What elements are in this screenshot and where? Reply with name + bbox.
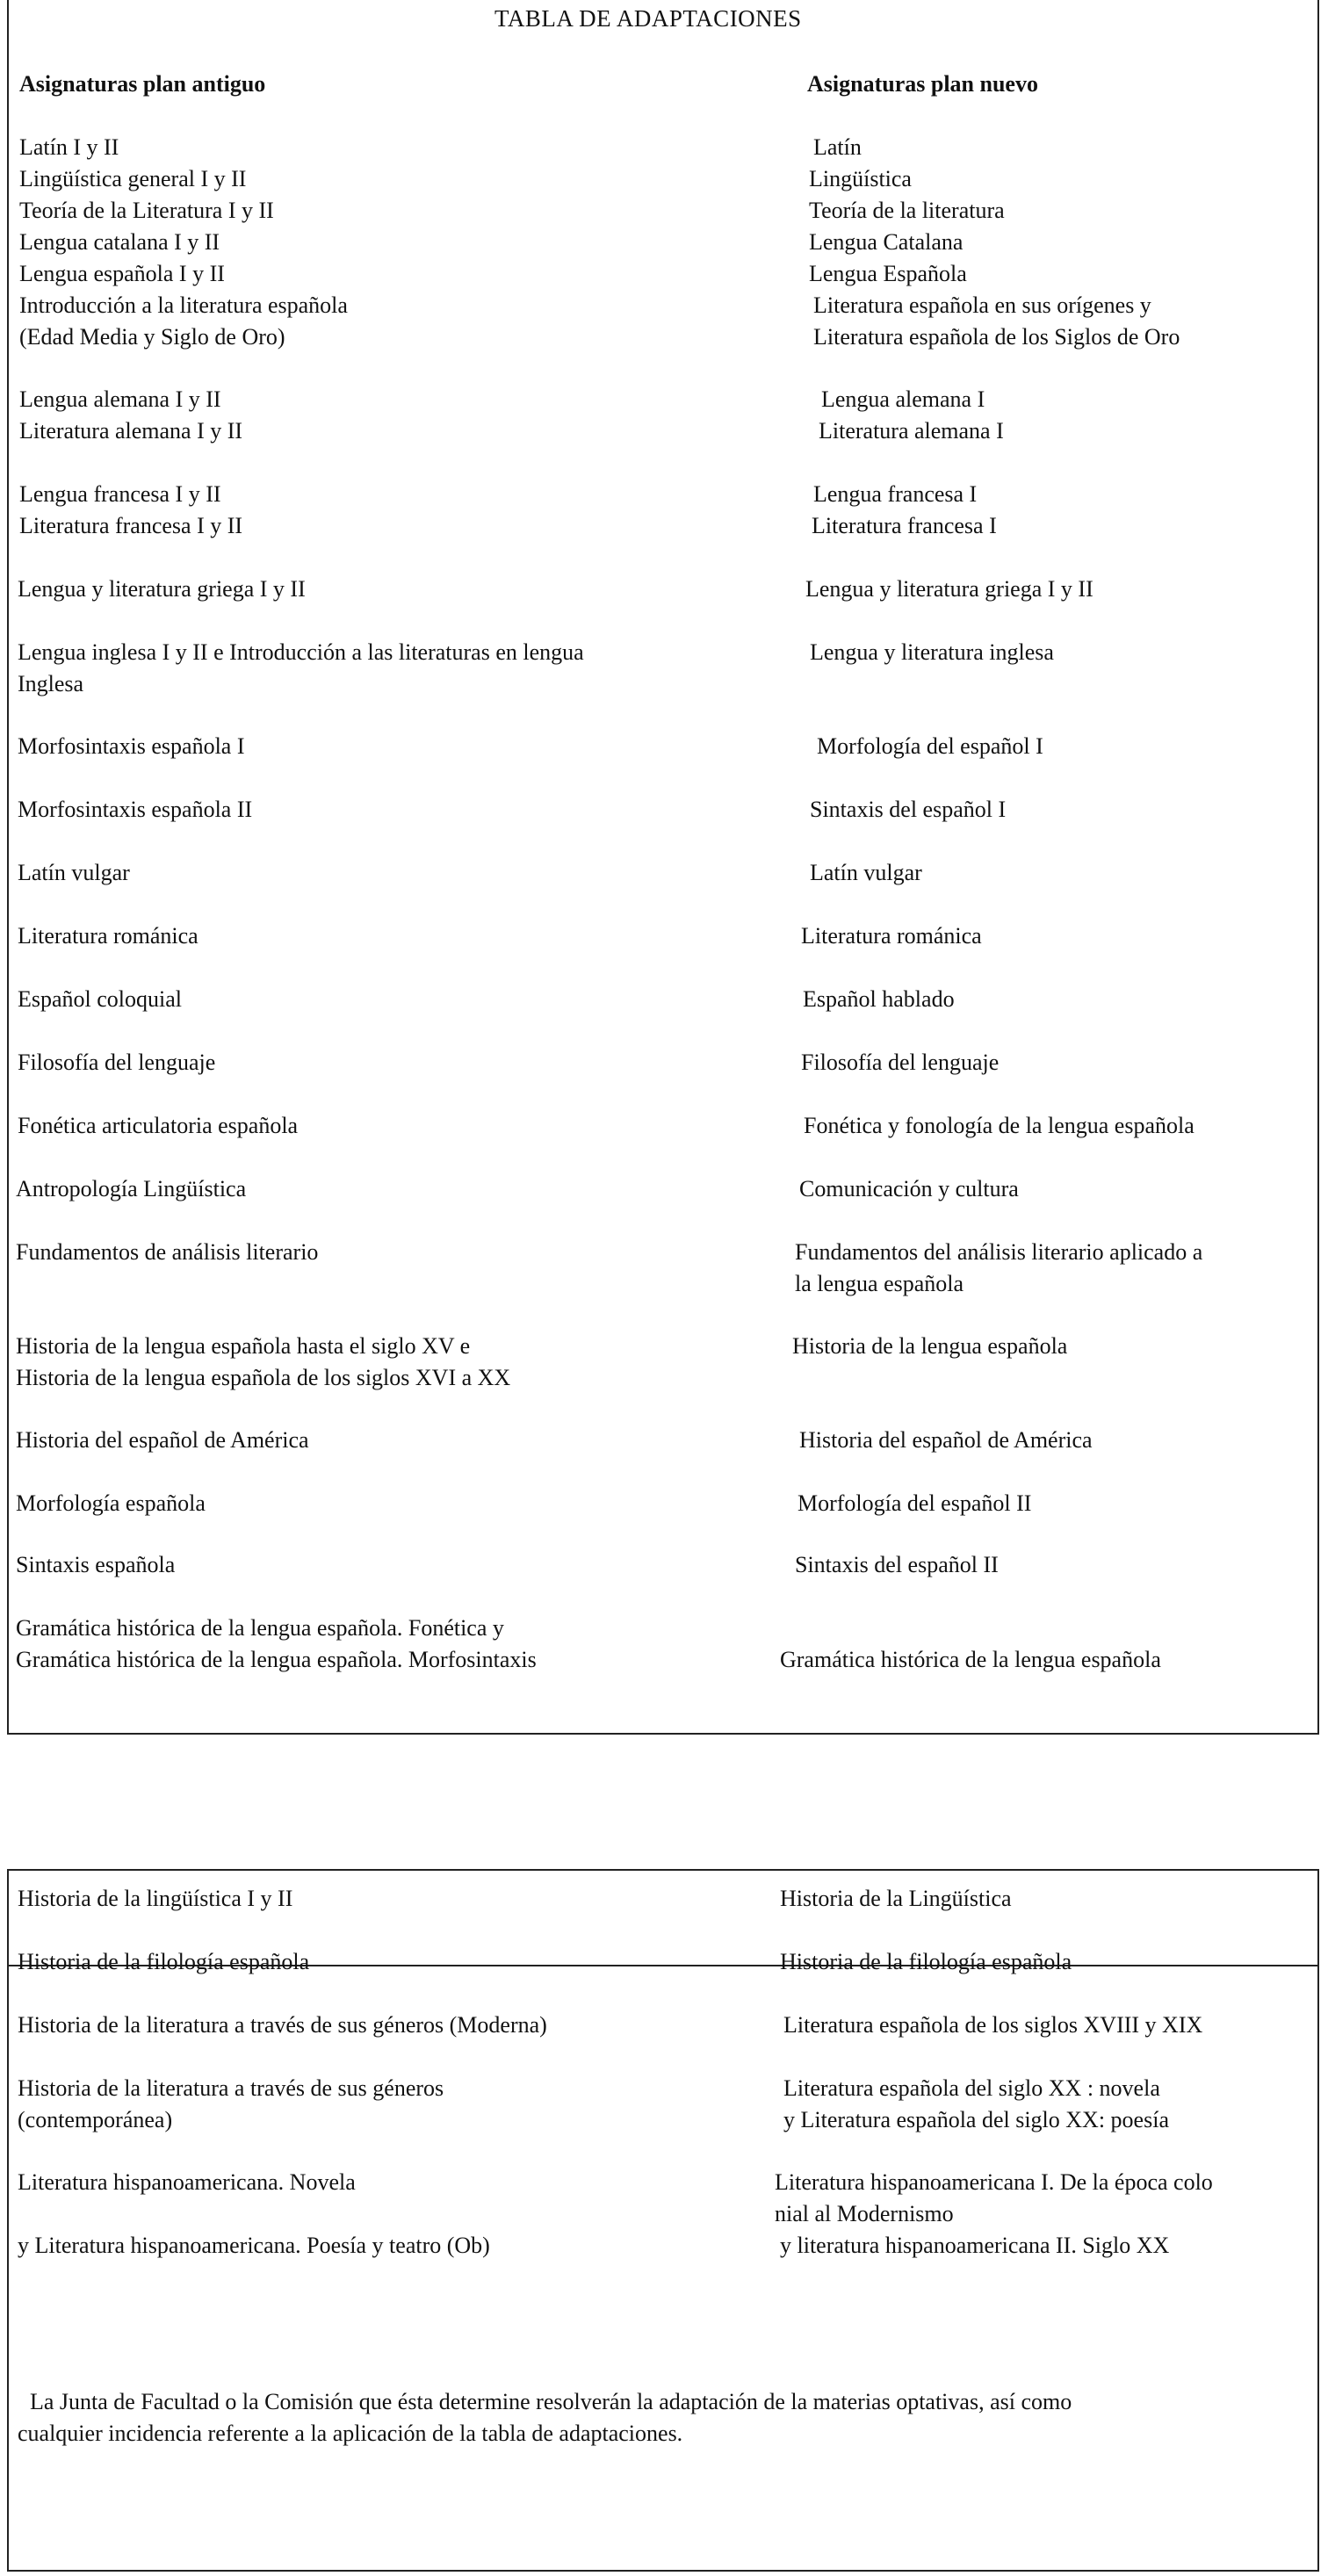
table-row-new: Fonética y fonología de la lengua española: [804, 1113, 1194, 1138]
table-row-new: Historia de la Lingüística: [780, 1886, 1012, 1911]
table-row-new: Morfología del español II: [798, 1490, 1032, 1516]
table-row-old: Literatura hispanoamericana. Novela: [18, 2169, 356, 2195]
table-row-old: Historia del español de América: [16, 1427, 309, 1453]
table-row-old-cont: Historia de la lengua española de los siglos XVI a XX: [16, 1365, 511, 1390]
table-row-new-cont: nial al Modernismo: [775, 2201, 954, 2226]
table-row-old: Lengua inglesa I y II e Introducción a las literaturas en lengua: [18, 639, 584, 665]
table-row-new: Latín vulgar: [810, 860, 922, 885]
table-row-old: Gramática histórica de la lengua española. Fonética y: [16, 1615, 504, 1641]
table-row-old: Español coloquial: [18, 986, 183, 1012]
table-row-new: Sintaxis del español I: [810, 797, 1007, 822]
table-row-new: Lengua Catalana: [809, 229, 964, 255]
table-row-old: Lengua francesa I y II: [19, 481, 221, 507]
table-row-new: Lengua francesa I: [813, 481, 978, 507]
table-row-old: Morfosintaxis española II: [18, 797, 253, 822]
table-row-new: y literatura hispanoamericana II. Siglo XX: [780, 2233, 1170, 2258]
table-row-old: Historia de la lingüística I y II: [18, 1886, 293, 1911]
table-row-new: Sintaxis del español II: [795, 1552, 999, 1577]
table-row-new: Literatura hispanoamericana I. De la época colo: [775, 2169, 1213, 2195]
table-row-old: Lengua alemana I y II: [19, 386, 221, 412]
table-row-new: Literatura española en sus orígenes y: [813, 292, 1151, 318]
table-row-new-cont: la lengua española: [795, 1271, 964, 1296]
table-row-old: Lengua catalana I y II: [19, 229, 220, 255]
table-row-old: Antropología Lingüística: [16, 1176, 247, 1201]
table-row-old-cont: (contemporánea): [18, 2107, 173, 2132]
table-row-old: Historia de la lengua española hasta el siglo XV e: [16, 1333, 471, 1359]
table-row-new: Literatura románica: [801, 923, 982, 949]
table-row-old: Morfología española: [16, 1490, 206, 1516]
table-row-new: Lengua alemana I: [821, 386, 985, 412]
table-row-new: Latín: [813, 134, 862, 160]
table-row-old: Fonética articulatoria española: [18, 1113, 299, 1138]
table-row-new: Historia de la lengua española: [792, 1333, 1068, 1359]
table-row-old-cont: Inglesa: [18, 671, 84, 696]
table-row-old: Latín I y II: [19, 134, 119, 160]
table-row-old: Lingüística general I y II: [19, 166, 247, 191]
table-row-new-cont: Literatura española de los Siglos de Oro: [813, 324, 1180, 350]
table-row-new: Fundamentos del análisis literario aplicado a: [795, 1239, 1203, 1265]
page-title: TABLA DE ADAPTACIONES: [494, 5, 802, 32]
header-new-plan: Asignaturas plan nuevo: [807, 71, 1038, 97]
table-row-old: Literatura románica: [18, 923, 198, 949]
table-row-new: Historia de la filología española: [780, 1949, 1072, 1974]
table-row-old: Latín vulgar: [18, 860, 130, 885]
table-row-new: Morfología del español I: [817, 733, 1043, 759]
table-row-old: Historia de la literatura a través de sus géneros: [18, 2075, 444, 2101]
table-row-old: Introducción a la literatura española: [19, 292, 348, 318]
table-row-new: Historia del español de América: [799, 1427, 1093, 1453]
header-old-plan: Asignaturas plan antiguo: [19, 71, 266, 97]
table-row-old: Teoría de la Literatura I y II: [19, 198, 274, 223]
footnote-text-cont: cualquier incidencia referente a la aplicación de la tabla de adaptaciones.: [18, 2421, 683, 2446]
table-row-new: Filosofía del lenguaje: [801, 1050, 1000, 1075]
table-row-old: Lengua española I y II: [19, 261, 225, 286]
table-row-old: Sintaxis española: [16, 1552, 176, 1577]
table-row-old: Morfosintaxis española I: [18, 733, 245, 759]
table-row-old: Historia de la literatura a través de sus géneros (Moderna): [18, 2012, 547, 2038]
table-row-new: Literatura francesa I: [812, 513, 997, 538]
table-row-new: Literatura española del siglo XX : novela: [783, 2075, 1160, 2101]
table-row-old: Historia de la filología española: [18, 1949, 310, 1974]
table-row-old: Filosofía del lenguaje: [18, 1050, 216, 1075]
table-row-new-cont: y Literatura española del siglo XX: poesía: [783, 2107, 1169, 2132]
table-row-old: y Literatura hispanoamericana. Poesía y teatro (Ob): [18, 2233, 490, 2258]
table-row-old-cont: Gramática histórica de la lengua española. Morfosintaxis: [16, 1647, 537, 1672]
table-row-old: Literatura alemana I y II: [19, 418, 243, 444]
table-row-new: Gramática histórica de la lengua española: [780, 1647, 1161, 1672]
table-row-new: Literatura española de los siglos XVIII y XIX: [783, 2012, 1203, 2038]
table-row-new: Comunicación y cultura: [799, 1176, 1019, 1201]
table-row-new: Español hablado: [803, 986, 955, 1012]
table-row-new: Lengua y literatura griega I y II: [805, 576, 1093, 602]
table-row-old: Lengua y literatura griega I y II: [18, 576, 306, 602]
table-row-new: Lingüística: [809, 166, 912, 191]
footnote-text: La Junta de Facultad o la Comisión que ésta determine resolverán la adaptación de la materias optativas, así como: [30, 2389, 1072, 2414]
table-row-new: Literatura alemana I: [819, 418, 1004, 444]
table-row-new: Lengua y literatura inglesa: [810, 639, 1054, 665]
table-row-old-cont: (Edad Media y Siglo de Oro): [19, 324, 285, 350]
table-row-old: Fundamentos de análisis literario: [16, 1239, 319, 1265]
table-row-old: Literatura francesa I y II: [19, 513, 243, 538]
table-row-new: Teoría de la literatura: [809, 198, 1005, 223]
table-row-new: Lengua Española: [809, 261, 967, 286]
